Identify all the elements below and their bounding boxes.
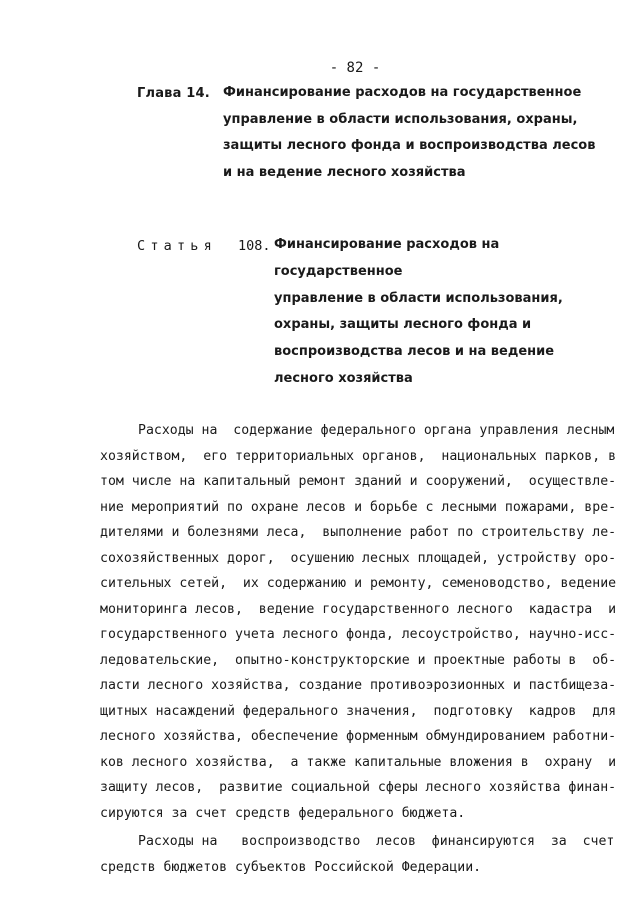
page-number: - 82 -	[329, 60, 381, 76]
text-line: защиту лесов, развитие социальной сферы лесного хозяйства финан-	[100, 780, 617, 795]
text-line: Расходы на воспроизводство лесов финансируются за счет	[138, 834, 615, 849]
chapter-title	[223, 80, 603, 186]
text-line: ледовательские, опытно-конструкторские и проектные работы в об-	[100, 652, 617, 668]
text-line: ков лесного хозяйства, а также капитальные вложения в охрану и	[100, 754, 617, 770]
chapter-label: Глава 14.	[137, 86, 210, 101]
article-title-line: охраны, защиты лесного фонда и	[274, 317, 532, 333]
paragraph	[100, 418, 617, 826]
text-line: сируются за счет средств федерального бюджета.	[100, 805, 466, 821]
article-label: Статья	[137, 238, 217, 254]
text-line: дителями и болезнями леса, выполнение работ по строительству ле-	[100, 525, 617, 540]
paragraph	[100, 829, 615, 880]
chapter-title-line: защиты лесного фонда и воспроизводства лесов	[223, 138, 596, 153]
article-title-line: Финансирование расходов на государственное	[274, 237, 500, 279]
text-line: Расходы на содержание федерального органа управления лесным	[138, 423, 615, 438]
text-line: мониторинга лесов, ведение государственного лесного кадастра и	[100, 601, 617, 617]
text-line: хозяйством, его территориальных органов, национальных парков, в	[100, 448, 617, 464]
article-title-line: управление в области использования,	[274, 290, 563, 306]
text-line: сохозяйственных дорог, осушению лесных площадей, устройству оро-	[100, 550, 617, 566]
article-number: 108.	[238, 238, 271, 254]
chapter-title-line: управление в области использования, охраны,	[223, 111, 578, 127]
text-line: ние мероприятий по охране лесов и борьбе с лесными пожарами, вре-	[100, 499, 617, 515]
chapter-title-line: Финансирование расходов на государственное	[223, 85, 582, 100]
article-title-line: воспроизводства лесов и на ведение	[274, 344, 555, 360]
article-title	[274, 232, 604, 393]
text-line: лесного хозяйства, обеспечение форменным обмундированием работни-	[100, 729, 617, 744]
text-line: средств бюджетов субъектов Российской Федерации.	[100, 859, 482, 875]
article-title-line: лесного хозяйства	[274, 370, 413, 386]
text-line: том числе на капитальный ремонт зданий и сооружений, осуществле-	[100, 474, 617, 489]
article-body	[100, 418, 617, 880]
text-line: ласти лесного хозяйства, создание противоэрозионных и пастбищеза-	[100, 678, 617, 693]
text-line: государственного учета лесного фонда, лесоустройство, научно-исс-	[100, 627, 617, 642]
text-line: сительных сетей, их содержанию и ремонту, семеноводство, ведение	[100, 576, 617, 591]
text-line: щитных насаждений федерального значения, подготовку кадров для	[100, 703, 617, 719]
chapter-title-line: и на ведение лесного хозяйства	[223, 164, 466, 180]
